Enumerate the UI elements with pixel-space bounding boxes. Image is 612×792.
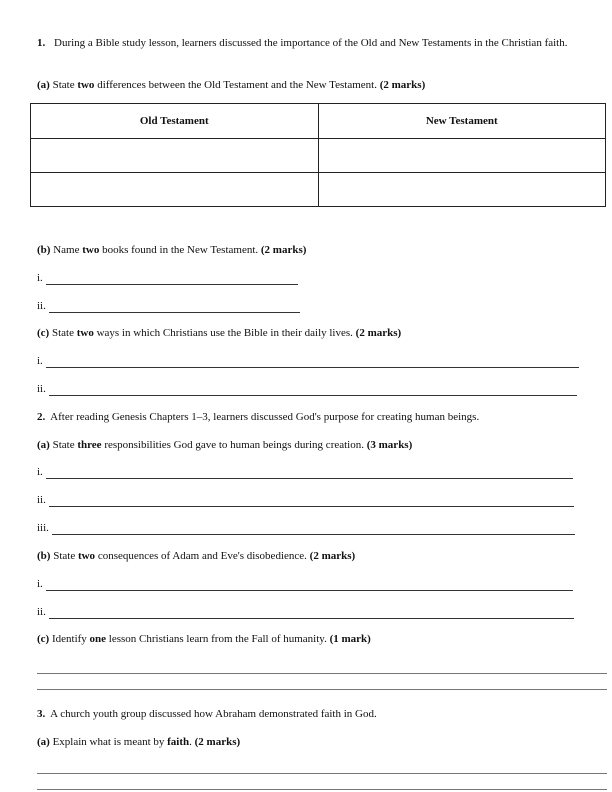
answer-cell-old-1[interactable] [31, 139, 319, 173]
q1c-prompt: (c) State two ways in which Christians use the Bible in their daily lives. (2 marks) [37, 327, 402, 339]
q1b-answer-line-i[interactable] [46, 284, 298, 285]
question-2-stem: 2. After reading Genesis Chapters 1–3, learners discussed God's purpose for creating human beings. [37, 411, 480, 423]
q1b-item-i-label: i. [37, 272, 43, 284]
q1c-item-ii-label: ii. [37, 383, 46, 395]
q1c-answer-line-i[interactable] [46, 367, 579, 368]
q2c-answer-line-1[interactable] [37, 673, 607, 674]
question-1-number: 1. [37, 37, 46, 49]
q2a-item-ii-label: ii. [37, 494, 46, 506]
q1a-prompt: (a) State two differences between the Old Testament and the New Testament. (2 marks) [37, 79, 426, 91]
q2a-prompt: (a) State three responsibilities God gave to human beings during creation. (3 marks) [37, 439, 413, 451]
q2c-prompt: (c) Identify one lesson Christians learn from the Fall of humanity. (1 mark) [37, 633, 371, 645]
q2a-answer-line-i[interactable] [46, 478, 573, 479]
table-header-old-testament: Old Testament [31, 104, 319, 139]
q1c-item-i-label: i. [37, 355, 43, 367]
q1b-prompt: (b) Name two books found in the New Testament. (2 marks) [37, 244, 307, 256]
q2b-answer-line-i[interactable] [46, 590, 573, 591]
answer-cell-new-1[interactable] [318, 139, 606, 173]
question-3-stem: 3. A church youth group discussed how Abraham demonstrated faith in God. [37, 708, 377, 720]
q1c-answer-line-ii[interactable] [49, 395, 577, 396]
q2c-answer-line-2[interactable] [37, 689, 607, 690]
table-header-new-testament: New Testament [318, 104, 606, 139]
q2a-answer-line-ii[interactable] [49, 506, 574, 507]
q2b-prompt: (b) State two consequences of Adam and Eve's disobedience. (2 marks) [37, 550, 356, 562]
q2b-answer-line-ii[interactable] [49, 618, 574, 619]
testament-differences-table [30, 103, 606, 207]
q2b-item-ii-label: ii. [37, 606, 46, 618]
question-1-stem: During a Bible study lesson, learners discussed the importance of the Old and New Testaments in the Christian faith. [54, 37, 568, 49]
q3a-answer-line-2[interactable] [37, 789, 607, 790]
answer-cell-new-2[interactable] [318, 173, 606, 207]
q2b-item-i-label: i. [37, 578, 43, 590]
q1b-item-ii-label: ii. [37, 300, 46, 312]
q2a-item-i-label: i. [37, 466, 43, 478]
q1b-answer-line-ii[interactable] [49, 312, 300, 313]
q2a-answer-line-iii[interactable] [52, 534, 575, 535]
q3a-answer-line-1[interactable] [37, 773, 607, 774]
q3a-prompt: (a) Explain what is meant by faith. (2 marks) [37, 736, 241, 748]
q2a-item-iii-label: iii. [37, 522, 49, 534]
answer-cell-old-2[interactable] [31, 173, 319, 207]
